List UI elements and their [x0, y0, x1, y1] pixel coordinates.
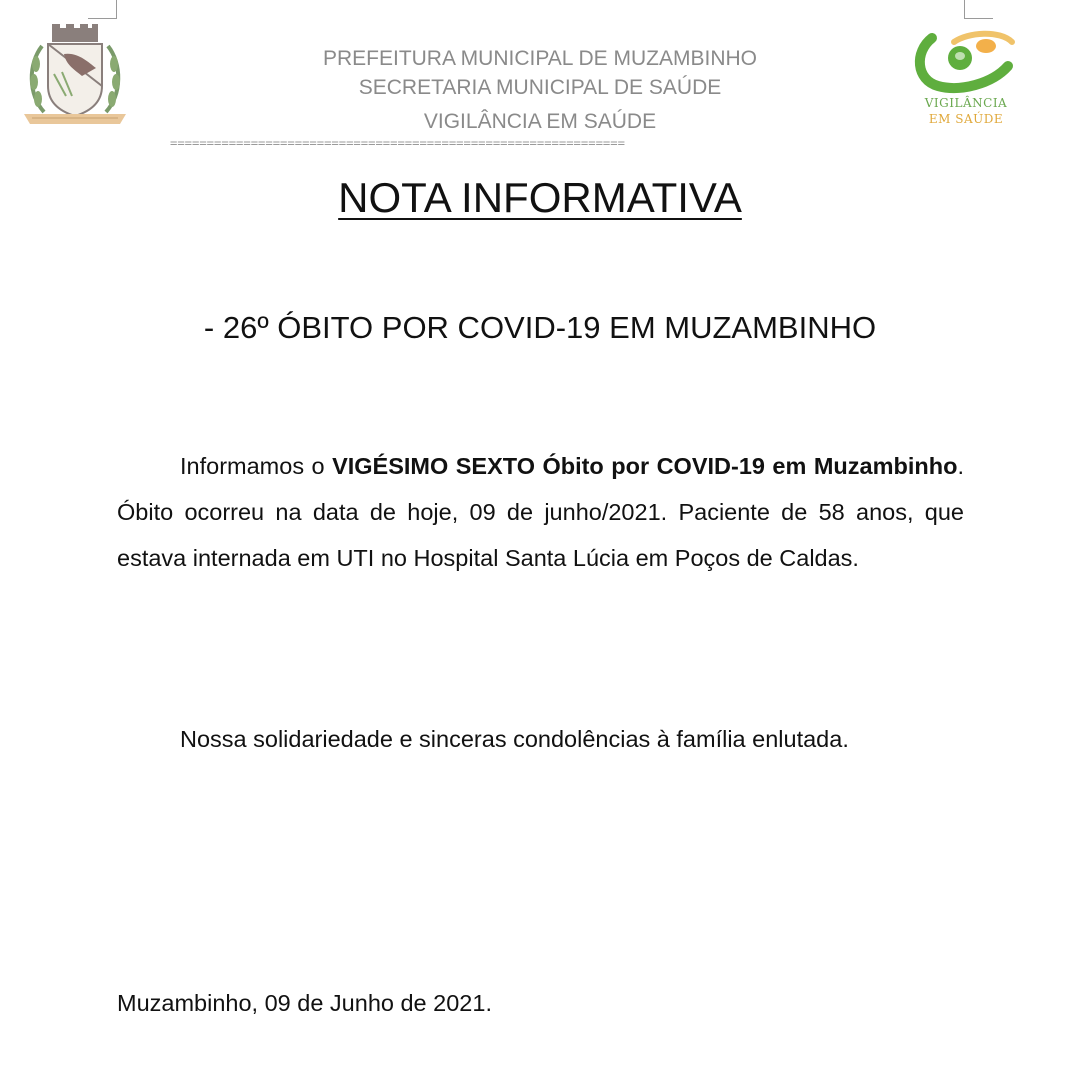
logo-text-em-saude: EM SAÚDE — [928, 112, 1004, 126]
document-subtitle: - 26º ÓBITO POR COVID-19 EM MUZAMBINHO — [203, 310, 877, 345]
municipal-coat-of-arms-icon — [22, 24, 128, 134]
logo-text-vigilancia: VIGILÂNCIA — [924, 96, 1008, 110]
paragraph-bold: VIGÉSIMO SEXTO Óbito por COVID-19 em Muzambinho — [332, 453, 958, 479]
header-separator: ============================================================== — [170, 136, 625, 150]
crop-mark-right — [964, 0, 993, 19]
paragraph-rest: . Óbito ocorreu na data de hoje, 09 de junho/2021. Paciente de 58 anos, que estava internada em UTI no Hospital Santa Lúcia em Poços de Caldas. — [117, 453, 964, 571]
document-title — [0, 172, 1080, 224]
header-vigilancia: VIGILÂNCIA EM SAÚDE — [423, 110, 657, 133]
header-prefeitura: PREFEITURA MUNICIPAL DE MUZAMBINHO — [322, 47, 758, 70]
document-title-text: NOTA INFORMATIVA — [338, 174, 742, 221]
vigilancia-em-saude-logo-icon — [908, 24, 1024, 132]
header-text — [250, 44, 830, 136]
main-paragraph — [117, 443, 964, 581]
condolences-text: Nossa solidariedade e sinceras condolências à família enlutada. — [180, 726, 849, 752]
header-secretaria: SECRETARIA MUNICIPAL DE SAÚDE — [358, 76, 722, 99]
paragraph-intro: Informamos o — [180, 453, 333, 479]
signature-date: Muzambinho, 09 de Junho de 2021. — [117, 990, 492, 1016]
crop-mark-left — [88, 0, 117, 19]
